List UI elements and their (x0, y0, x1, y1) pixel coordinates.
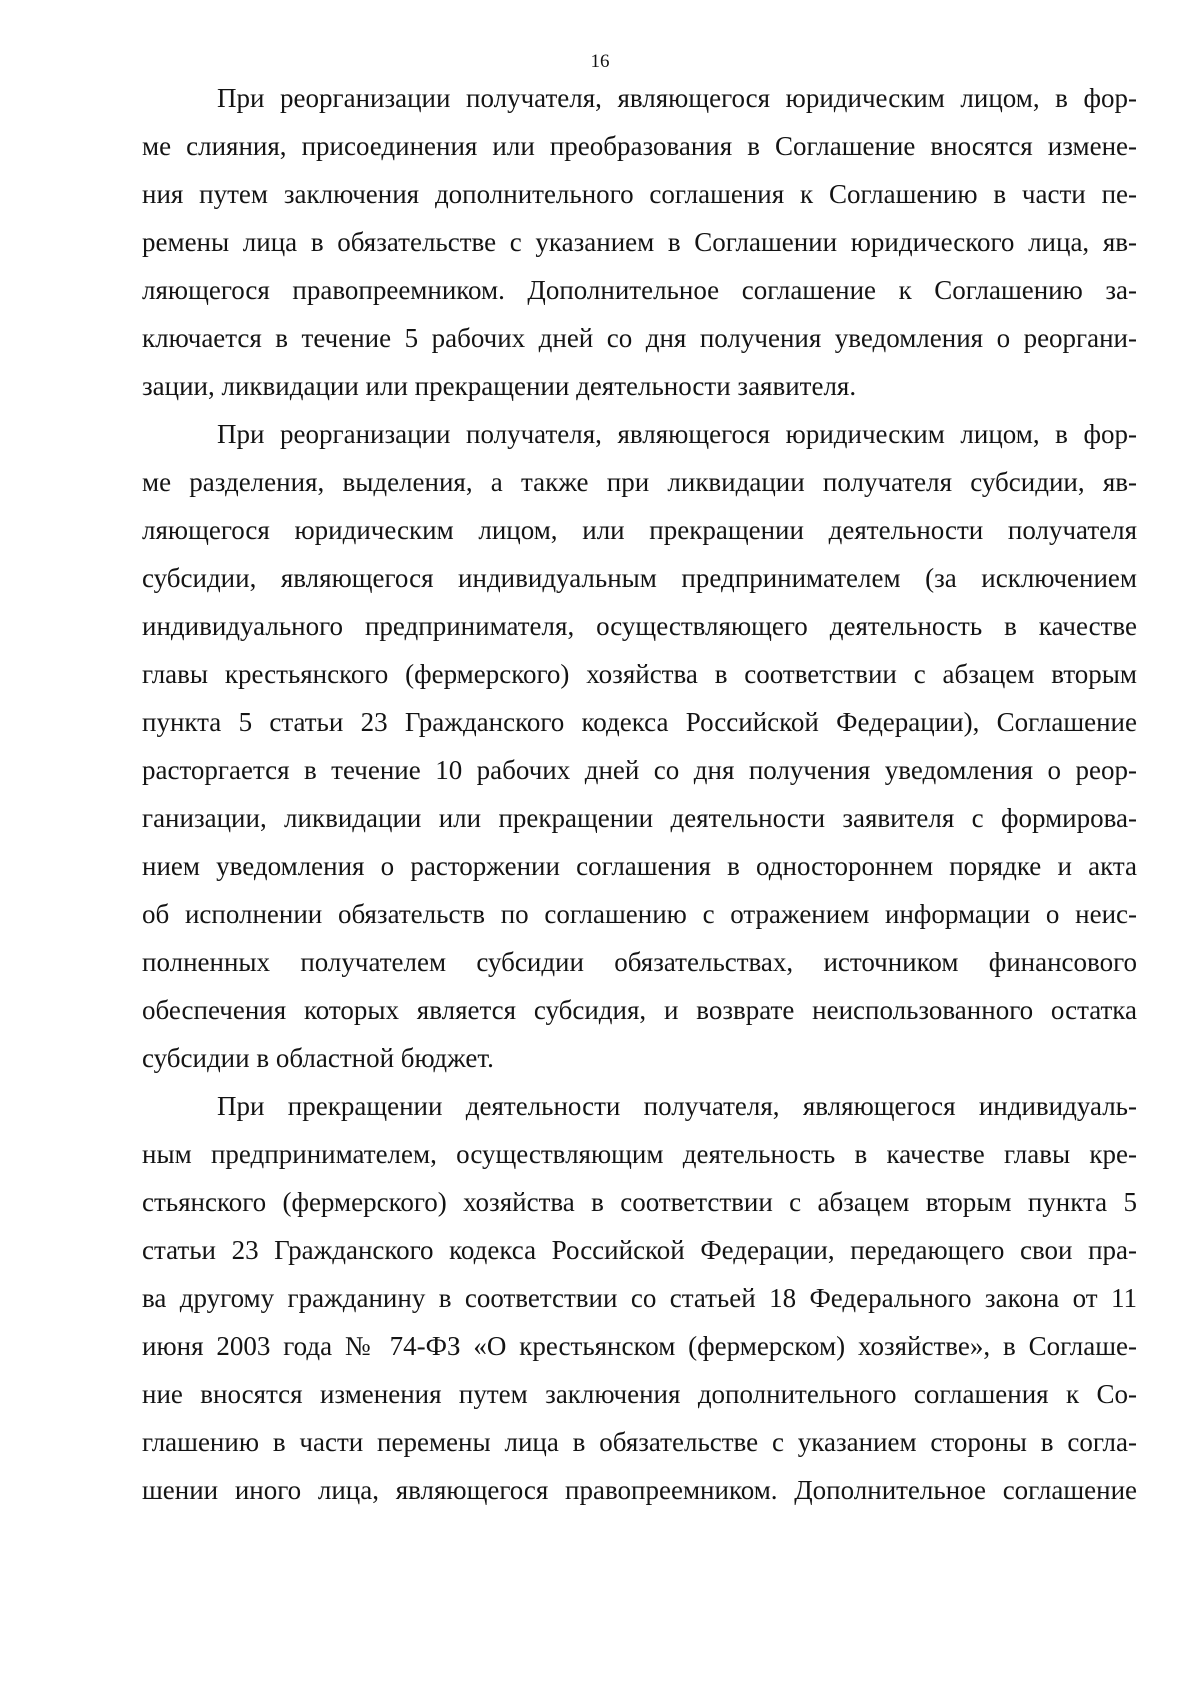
page-number: 16 (590, 51, 610, 72)
text-line: полненных получателем субсидии обязательствах, источником финансового (142, 947, 1137, 977)
text-line: шении иного лица, являющегося правопреемником. Дополнительное соглашение (142, 1475, 1137, 1505)
text-line: ния путем заключения дополнительного соглашения к Соглашению в части пе- (142, 179, 1137, 209)
document-body (142, 74, 1137, 1514)
text-line: ляющегося правопреемником. Дополнительное соглашение к Соглашению за- (142, 275, 1137, 305)
paragraph-2 (142, 410, 1137, 1082)
text-line: обеспечения которых является субсидия, и возврате неиспользованного остатка (142, 995, 1137, 1025)
text-line: ва другому гражданину в соответствии со статьей 18 Федерального закона от 11 (142, 1283, 1137, 1313)
text-line: статьи 23 Гражданского кодекса Российской Федерации, передающего свои пра- (142, 1235, 1137, 1265)
text-line: ганизации, ликвидации или прекращении деятельности заявителя с формирова- (142, 803, 1137, 833)
text-line: расторгается в течение 10 рабочих дней со дня получения уведомления о реор- (142, 755, 1137, 785)
paragraph-1 (142, 74, 1137, 410)
text-line: пункта 5 статьи 23 Гражданского кодекса Российской Федерации), Соглашение (142, 707, 1137, 737)
text-line: ме разделения, выделения, а также при ликвидации получателя субсидии, яв- (142, 467, 1137, 497)
text-line: При реорганизации получателя, являющегося юридическим лицом, в фор- (217, 419, 1137, 449)
text-line: ным предпринимателем, осуществляющим деятельность в качестве главы кре- (142, 1139, 1137, 1169)
text-line: При реорганизации получателя, являющегося юридическим лицом, в фор- (217, 83, 1137, 113)
text-line: ние вносятся изменения путем заключения дополнительного соглашения к Со- (142, 1379, 1137, 1409)
text-line: глашению в части перемены лица в обязательстве с указанием стороны в согла- (142, 1427, 1137, 1457)
text-line: стьянского (фермерского) хозяйства в соответствии с абзацем вторым пункта 5 (142, 1187, 1137, 1217)
text-line: индивидуального предпринимателя, осуществляющего деятельность в качестве (142, 611, 1137, 641)
text-line: субсидии в областной бюджет. (142, 1043, 494, 1073)
text-line: ремены лица в обязательстве с указанием в Соглашении юридического лица, яв- (142, 227, 1137, 257)
text-line: ключается в течение 5 рабочих дней со дня получения уведомления о реоргани- (142, 323, 1137, 353)
paragraph-3 (142, 1082, 1137, 1514)
text-line: об исполнении обязательств по соглашению с отражением информации о неис- (142, 899, 1137, 929)
text-line: зации, ликвидации или прекращении деятельности заявителя. (142, 371, 857, 401)
text-line: июня 2003 года № 74-ФЗ «О крестьянском (фермерском) хозяйстве», в Соглаше- (142, 1331, 1137, 1361)
text-line: главы крестьянского (фермерского) хозяйства в соответствии с абзацем вторым (142, 659, 1137, 689)
text-line: субсидии, являющегося индивидуальным предпринимателем (за исключением (142, 563, 1137, 593)
text-line: ляющегося юридическим лицом, или прекращении деятельности получателя (142, 515, 1137, 545)
text-line: ме слияния, присоединения или преобразования в Соглашение вносятся измене- (142, 131, 1137, 161)
text-line: нием уведомления о расторжении соглашения в одностороннем порядке и акта (142, 851, 1137, 881)
text-line: При прекращении деятельности получателя, являющегося индивидуаль- (217, 1091, 1137, 1121)
